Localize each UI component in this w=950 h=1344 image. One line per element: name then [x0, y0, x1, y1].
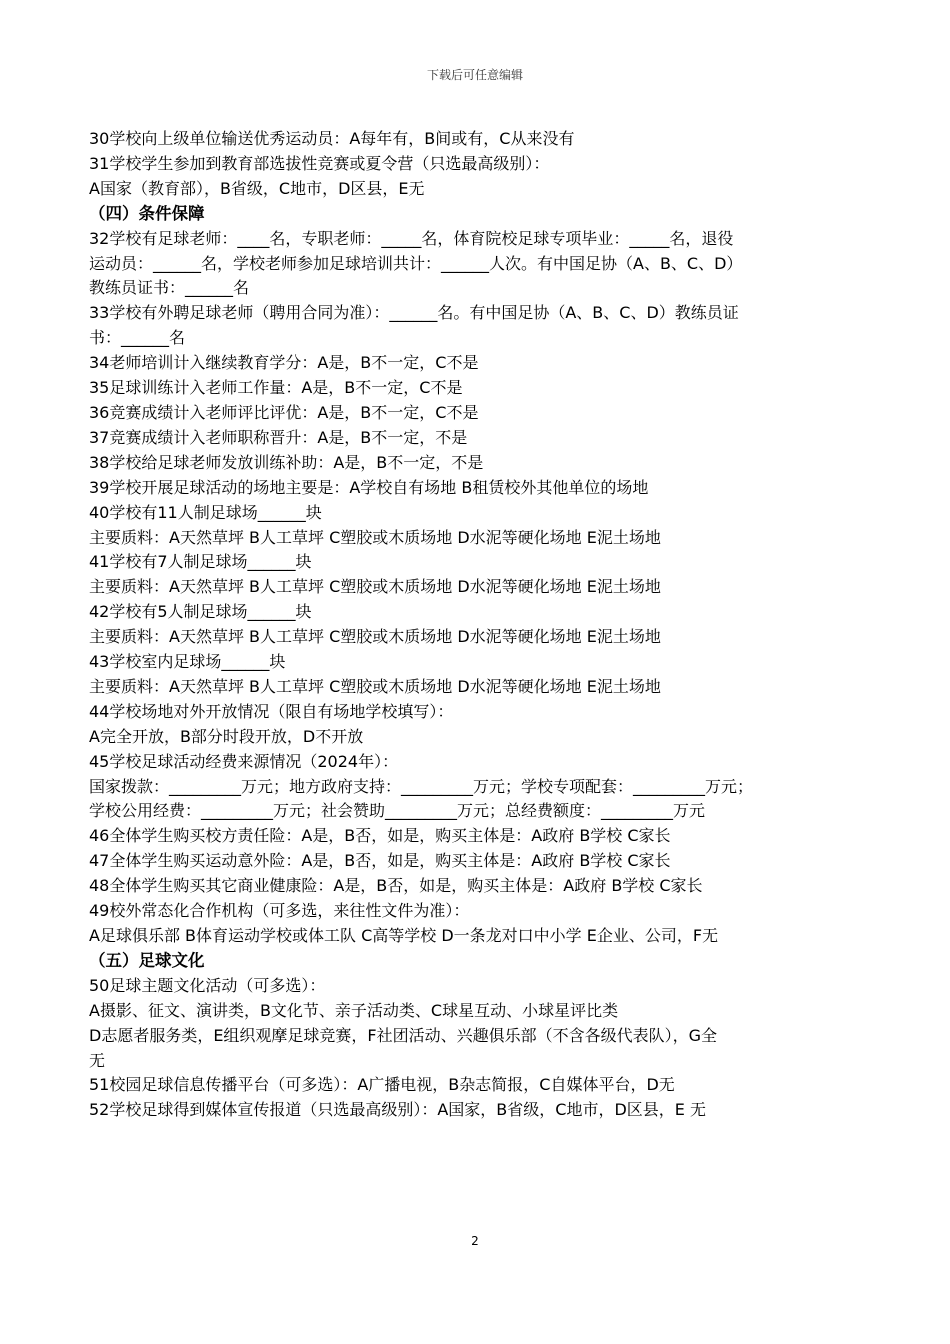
- document-line: 47全体学生购买运动意外险：A是，B否，如是，购买主体是：A政府 B学校 C家长: [89, 851, 671, 871]
- document-line: 45学校足球活动经费来源情况（2024年）：: [89, 751, 399, 771]
- document-line: A完全开放，B部分时段开放，D不开放: [89, 726, 364, 746]
- document-line: 33学校有外聘足球老师（聘用合同为准）：______名。有中国足协（A、B、C、D）教练员证: [89, 303, 739, 323]
- document-line: 学校公用经费：_________万元；社会赞助_________万元；总经费额度：_________万元: [89, 801, 706, 821]
- document-line: 38学校给足球老师发放训练补助：A是，B不一定，不是: [89, 452, 484, 472]
- document-line: A国家（教育部），B省级，C地市，D区县，E无: [89, 178, 425, 198]
- document-line: A摄影、征文、演讲类，B文化节、亲子活动类、C球星互动、小球星评比类: [89, 1000, 619, 1020]
- document-line: 43学校室内足球场______块: [89, 652, 286, 672]
- document-line: 42学校有5人制足球场______块: [89, 602, 312, 622]
- document-line: 44学校场地对外开放情况（限自有场地学校填写）：: [89, 701, 454, 721]
- document-line: 教练员证书：______名: [89, 278, 250, 298]
- document-line: 48全体学生购买其它商业健康险：A是，B否，如是，购买主体是：A政府 B学校 C家长: [89, 876, 703, 896]
- document-line: 46全体学生购买校方责任险：A是，B否，如是，购买主体是：A政府 B学校 C家长: [89, 826, 671, 846]
- document-line: 40学校有11人制足球场______块: [89, 502, 322, 522]
- document-line: 32学校有足球老师：____名，专职老师：_____名，体育院校足球专项毕业：_____名，退役: [89, 228, 734, 248]
- page-number: 2: [471, 1234, 479, 1248]
- document-line: 35足球训练计入老师工作量：A是，B不一定，C不是: [89, 378, 463, 398]
- document-line: 49校外常态化合作机构（可多选，来往性文件为准）：: [89, 901, 470, 921]
- section-heading: （四）条件保障: [89, 203, 205, 223]
- document-line: 51校园足球信息传播平台（可多选）：A广播电视，B杂志简报，C自媒体平台，D无: [89, 1075, 675, 1095]
- document-line: A足球俱乐部 B体育运动学校或体工队 C高等学校 D一条龙对口中小学 E企业、公司，F无: [89, 926, 719, 945]
- document-line: 37竞赛成绩计入老师职称晋升：A是，B不一定，不是: [89, 427, 468, 447]
- document-line: 36竞赛成绩计入老师评比评优：A是，B不一定，C不是: [89, 402, 479, 422]
- document-body: [89, 127, 879, 1123]
- document-line: 主要质料：A天然草坪 B人工草坪 C塑胶或木质场地 D水泥等硬化场地 E泥土场地: [89, 676, 661, 696]
- document-line: 30学校向上级单位输送优秀运动员：A每年有，B间或有，C从来没有: [89, 129, 575, 148]
- document-line: 50足球主题文化活动（可多选）：: [89, 975, 326, 995]
- document-line: 52学校足球得到媒体宣传报道（只选最高级别）：A国家，B省级，C地市，D区县，E 无: [89, 1100, 706, 1120]
- document-line: 无: [89, 1050, 106, 1070]
- document-line: D志愿者服务类，E组织观摩足球竞赛，F社团活动、兴趣俱乐部（不含各级代表队），G全: [89, 1025, 718, 1045]
- document-line: 主要质料：A天然草坪 B人工草坪 C塑胶或木质场地 D水泥等硬化场地 E泥土场地: [89, 527, 661, 547]
- document-line: 41学校有7人制足球场______块: [89, 552, 312, 572]
- document-line: 34老师培训计入继续教育学分：A是，B不一定，C不是: [89, 353, 479, 373]
- document-line: 书：______名: [89, 328, 186, 348]
- document-line: 31学校学生参加到教育部选拔性竞赛或夏令营（只选最高级别）：: [89, 153, 550, 173]
- document-line: 主要质料：A天然草坪 B人工草坪 C塑胶或木质场地 D水泥等硬化场地 E泥土场地: [89, 577, 661, 597]
- document-line: 39学校开展足球活动的场地主要是：A学校自有场地 B租赁校外其他单位的场地: [89, 477, 649, 497]
- document-line: 主要质料：A天然草坪 B人工草坪 C塑胶或木质场地 D水泥等硬化场地 E泥土场地: [89, 627, 661, 647]
- header-note: 下载后可任意编辑: [426, 68, 523, 82]
- section-heading: （五）足球文化: [89, 950, 205, 970]
- document-line: 国家拨款：_________万元；地方政府支持：_________万元；学校专项配套：_________万元；: [89, 776, 754, 796]
- document-line: 运动员：______名，学校老师参加足球培训共计：______人次。有中国足协（A、B、C、D）: [89, 253, 743, 273]
